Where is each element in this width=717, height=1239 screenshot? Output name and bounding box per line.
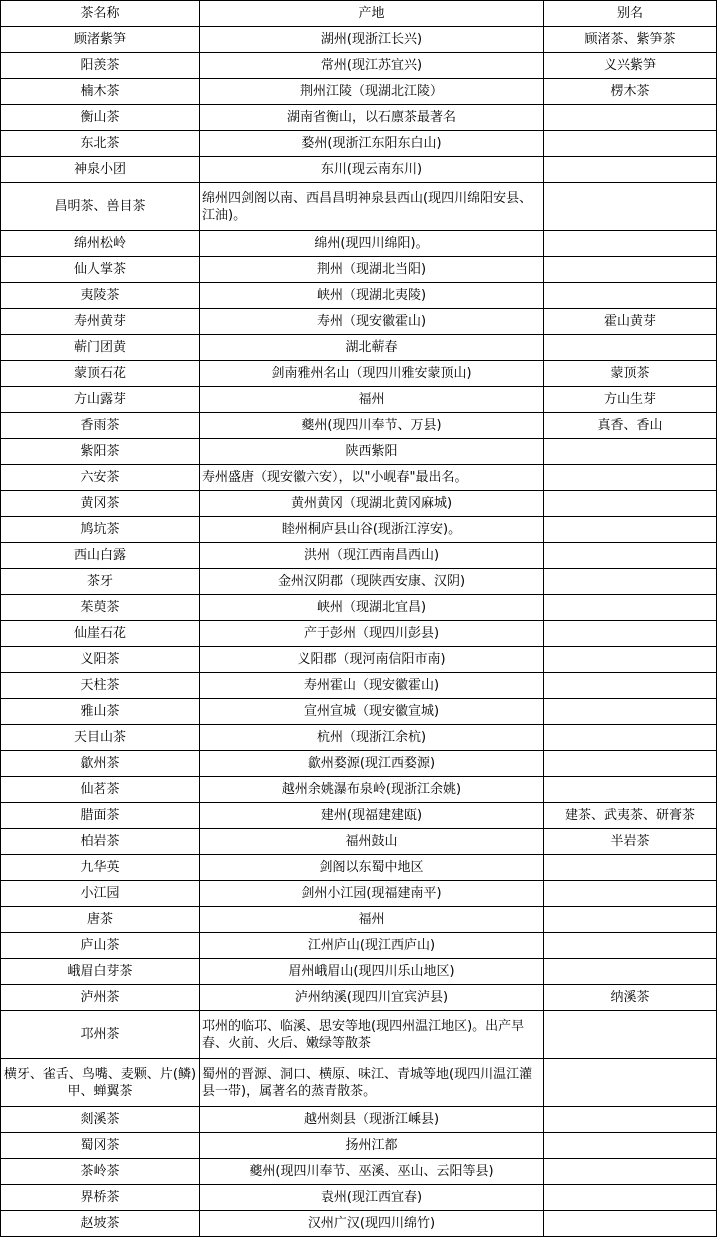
table-row — [1, 517, 717, 543]
alias-cell — [544, 283, 717, 309]
alias-cell: 方山生芽 — [544, 387, 717, 413]
alias-cell: 蒙顶茶 — [544, 361, 717, 387]
alias-cell — [544, 1159, 717, 1185]
table-row — [1, 1107, 717, 1133]
tea-name-cell: 峨眉白芽茶 — [1, 959, 200, 985]
tea-name-cell: 界桥茶 — [1, 1185, 200, 1211]
origin-cell: 湖北蕲春 — [200, 335, 544, 361]
alias-cell — [544, 673, 717, 699]
origin-cell: 眉州峨眉山(现四川乐山地区) — [200, 959, 544, 985]
origin-cell: 袁州(现江西宜春) — [200, 1185, 544, 1211]
table-row — [1, 1211, 717, 1237]
table-row — [1, 283, 717, 309]
tea-name-cell: 天目山茶 — [1, 725, 200, 751]
origin-cell: 建州(现福建建瓯) — [200, 803, 544, 829]
alias-cell — [544, 105, 717, 131]
origin-cell: 歙州婺源(现江西婺源) — [200, 751, 544, 777]
table-row — [1, 543, 717, 569]
tea-name-cell: 紫阳茶 — [1, 439, 200, 465]
alias-cell — [544, 1059, 717, 1107]
tea-name-cell: 夷陵茶 — [1, 283, 200, 309]
header-tea-name: 茶名称 — [1, 1, 200, 27]
origin-cell: 洪州（现江西南昌西山) — [200, 543, 544, 569]
tea-name-cell: 绵州松岭 — [1, 231, 200, 257]
alias-cell: 霍山黄芽 — [544, 309, 717, 335]
table-row — [1, 569, 717, 595]
alias-cell: 楞木茶 — [544, 79, 717, 105]
table-row — [1, 53, 717, 79]
alias-cell: 纳溪茶 — [544, 985, 717, 1011]
origin-cell: 邛州的临邛、临溪、思安等地(现四州温江地区)。出产早春、火前、火后、嫩绿等散茶 — [200, 1011, 544, 1059]
origin-cell: 产于彭州（现四川彭县) — [200, 621, 544, 647]
alias-cell — [544, 699, 717, 725]
tea-name-cell: 东北茶 — [1, 131, 200, 157]
table-row — [1, 131, 717, 157]
table-row — [1, 673, 717, 699]
alias-cell: 义兴紫笋 — [544, 53, 717, 79]
origin-cell: 陕西紫阳 — [200, 439, 544, 465]
alias-cell: 真香、香山 — [544, 413, 717, 439]
tea-name-cell: 腊面茶 — [1, 803, 200, 829]
table-row — [1, 1185, 717, 1211]
origin-cell: 义阳郡（现河南信阳市南) — [200, 647, 544, 673]
table-row — [1, 647, 717, 673]
origin-cell: 剑阁以东蜀中地区 — [200, 855, 544, 881]
origin-cell: 夔州(现四川奉节、万县) — [200, 413, 544, 439]
alias-cell — [544, 725, 717, 751]
tea-name-cell: 寿州黄芽 — [1, 309, 200, 335]
alias-cell — [544, 569, 717, 595]
alias-cell — [544, 621, 717, 647]
tea-name-cell: 歙州茶 — [1, 751, 200, 777]
table-row — [1, 751, 717, 777]
origin-cell: 寿州霍山（现安徽霍山) — [200, 673, 544, 699]
alias-cell — [544, 595, 717, 621]
alias-cell — [544, 335, 717, 361]
tea-name-cell: 神泉小团 — [1, 157, 200, 183]
tea-name-cell: 衡山茶 — [1, 105, 200, 131]
table-row — [1, 777, 717, 803]
alias-cell — [544, 465, 717, 491]
origin-cell: 荆州（现湖北当阳) — [200, 257, 544, 283]
tea-name-cell: 黄冈茶 — [1, 491, 200, 517]
tea-name-cell: 雅山茶 — [1, 699, 200, 725]
table-row — [1, 1159, 717, 1185]
table-row — [1, 1133, 717, 1159]
table-row — [1, 959, 717, 985]
origin-cell: 泸州纳溪(现四川宜宾泸县) — [200, 985, 544, 1011]
alias-cell — [544, 257, 717, 283]
alias-cell — [544, 1011, 717, 1059]
origin-cell: 江州庐山(现江西庐山) — [200, 933, 544, 959]
table-row — [1, 465, 717, 491]
origin-cell: 扬州江都 — [200, 1133, 544, 1159]
tea-name-cell: 方山露芽 — [1, 387, 200, 413]
tea-name-cell: 小江园 — [1, 881, 200, 907]
origin-cell: 金州汉阴郡（现陕西安康、汉阴) — [200, 569, 544, 595]
alias-cell: 顾渚茶、紫笋茶 — [544, 27, 717, 53]
origin-cell: 峡州（现湖北宜昌) — [200, 595, 544, 621]
header-alias: 别名 — [544, 1, 717, 27]
tea-name-cell: 横牙、雀舌、鸟嘴、麦颗、片(鳞)甲、蝉翼茶 — [1, 1059, 200, 1107]
table-row — [1, 725, 717, 751]
table-row — [1, 881, 717, 907]
alias-cell — [544, 933, 717, 959]
tea-name-cell: 茶岭茶 — [1, 1159, 200, 1185]
table-row — [1, 309, 717, 335]
table-body — [1, 27, 717, 1237]
origin-cell: 寿州（现安徽霍山) — [200, 309, 544, 335]
tea-name-cell: 庐山茶 — [1, 933, 200, 959]
table-row — [1, 79, 717, 105]
alias-cell — [544, 855, 717, 881]
tea-name-cell: 邛州茶 — [1, 1011, 200, 1059]
table-row — [1, 439, 717, 465]
tea-name-cell: 楠木茶 — [1, 79, 200, 105]
tea-name-cell: 仙人掌茶 — [1, 257, 200, 283]
alias-cell — [544, 647, 717, 673]
alias-cell — [544, 1133, 717, 1159]
tea-name-cell: 鸠坑茶 — [1, 517, 200, 543]
tea-name-cell: 蒙顶石花 — [1, 361, 200, 387]
tea-name-cell: 昌明茶、兽目茶 — [1, 183, 200, 231]
header-row — [1, 1, 717, 27]
origin-cell: 福州 — [200, 907, 544, 933]
tea-name-cell: 顾渚紫笋 — [1, 27, 200, 53]
alias-cell — [544, 543, 717, 569]
table-row — [1, 183, 717, 231]
origin-cell: 睦州桐庐县山谷(现浙江淳安)。 — [200, 517, 544, 543]
table-row — [1, 829, 717, 855]
tea-name-cell: 仙崖石花 — [1, 621, 200, 647]
origin-cell: 蜀州的晋源、洞口、横原、味江、青城等地(现四川温江灌县一带)，属著名的蒸青散茶。 — [200, 1059, 544, 1107]
table-row — [1, 855, 717, 881]
table-row — [1, 1059, 717, 1107]
origin-cell: 婺州(现浙江东阳东白山) — [200, 131, 544, 157]
table-row — [1, 387, 717, 413]
alias-cell — [544, 777, 717, 803]
origin-cell: 湖南省衡山，以石廪茶最著名 — [200, 105, 544, 131]
origin-cell: 常州(现江苏宜兴) — [200, 53, 544, 79]
alias-cell — [544, 183, 717, 231]
origin-cell: 寿州盛唐（现安徽六安），以"小岘春"最出名。 — [200, 465, 544, 491]
origin-cell: 剑州小江园(现福建南平) — [200, 881, 544, 907]
origin-cell: 福州鼓山 — [200, 829, 544, 855]
table-row — [1, 361, 717, 387]
alias-cell — [544, 231, 717, 257]
origin-cell: 黄州黄冈（现湖北黄冈麻城) — [200, 491, 544, 517]
tea-name-cell: 泸州茶 — [1, 985, 200, 1011]
tea-name-cell: 剡溪茶 — [1, 1107, 200, 1133]
alias-cell — [544, 907, 717, 933]
table-row — [1, 621, 717, 647]
origin-cell: 越州剡县（现浙江嵊县) — [200, 1107, 544, 1133]
tea-name-cell: 阳羡茶 — [1, 53, 200, 79]
origin-cell: 宣州宣城（现安徽宣城) — [200, 699, 544, 725]
table-row — [1, 335, 717, 361]
table-row — [1, 157, 717, 183]
table-row — [1, 933, 717, 959]
table-row — [1, 803, 717, 829]
alias-cell — [544, 751, 717, 777]
table-row — [1, 27, 717, 53]
origin-cell: 汉州广汉(现四川绵竹) — [200, 1211, 544, 1237]
alias-cell — [544, 157, 717, 183]
tea-name-cell: 唐茶 — [1, 907, 200, 933]
alias-cell — [544, 491, 717, 517]
alias-cell — [544, 131, 717, 157]
alias-cell — [544, 439, 717, 465]
origin-cell: 夔州(现四川奉节、巫溪、巫山、云阳等县) — [200, 1159, 544, 1185]
alias-cell: 建茶、武夷茶、研膏茶 — [544, 803, 717, 829]
alias-cell — [544, 959, 717, 985]
table-row — [1, 595, 717, 621]
origin-cell: 剑南雅州名山（现四川雅安蒙顶山) — [200, 361, 544, 387]
origin-cell: 越州余姚瀑布泉岭(现浙江余姚) — [200, 777, 544, 803]
tea-name-cell: 仙茗茶 — [1, 777, 200, 803]
alias-cell — [544, 1107, 717, 1133]
origin-cell: 峡州（现湖北夷陵) — [200, 283, 544, 309]
origin-cell: 福州 — [200, 387, 544, 413]
origin-cell: 绵州四剑阁以南、西昌昌明神泉县西山(现四川绵阳安县、江油)。 — [200, 183, 544, 231]
table-row — [1, 257, 717, 283]
alias-cell — [544, 881, 717, 907]
origin-cell: 绵州(现四川绵阳)。 — [200, 231, 544, 257]
table-row — [1, 491, 717, 517]
tea-name-cell: 香雨茶 — [1, 413, 200, 439]
origin-cell: 荆州江陵（现湖北江陵） — [200, 79, 544, 105]
tea-name-cell: 天柱茶 — [1, 673, 200, 699]
table-row — [1, 985, 717, 1011]
tea-name-cell: 蜀冈茶 — [1, 1133, 200, 1159]
tea-name-cell: 义阳茶 — [1, 647, 200, 673]
tea-name-cell: 蕲门团黄 — [1, 335, 200, 361]
table-row — [1, 231, 717, 257]
tea-name-cell: 赵坡茶 — [1, 1211, 200, 1237]
alias-cell — [544, 1211, 717, 1237]
table-row — [1, 907, 717, 933]
table-row — [1, 413, 717, 439]
origin-cell: 东川(现云南东川) — [200, 157, 544, 183]
origin-cell: 杭州（现浙江余杭) — [200, 725, 544, 751]
tea-name-cell: 九华英 — [1, 855, 200, 881]
tea-name-cell: 西山白露 — [1, 543, 200, 569]
alias-cell — [544, 517, 717, 543]
table-row — [1, 699, 717, 725]
tea-name-cell: 茱萸茶 — [1, 595, 200, 621]
tea-name-cell: 茶牙 — [1, 569, 200, 595]
table-row — [1, 1011, 717, 1059]
header-origin: 产地 — [200, 1, 544, 27]
tea-name-cell: 六安茶 — [1, 465, 200, 491]
alias-cell — [544, 1185, 717, 1211]
alias-cell: 半岩茶 — [544, 829, 717, 855]
table-row — [1, 105, 717, 131]
tea-name-cell: 柏岩茶 — [1, 829, 200, 855]
origin-cell: 湖州(现浙江长兴) — [200, 27, 544, 53]
